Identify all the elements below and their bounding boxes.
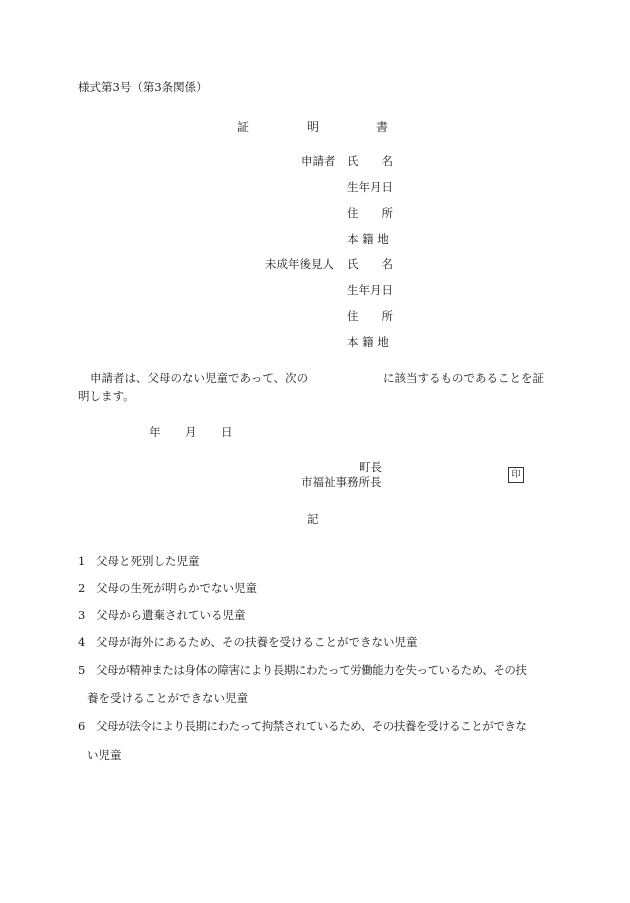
item-text: 父母と死別した児童 (96, 554, 200, 568)
item-text-continued: 養を受けることができない児童 (87, 691, 248, 705)
title-char-3: 書 (376, 120, 389, 134)
applicant-field-name: 氏 名 (347, 154, 393, 168)
guardian-field-birthdate: 生年月日 (347, 283, 393, 297)
form-label: 様式第3号（第3条関係） (78, 80, 208, 94)
body-line1-end: に該当するものであることを証 (383, 371, 544, 385)
item-text-continued: い児童 (87, 748, 122, 762)
item-number: 4 (78, 635, 86, 649)
seal-mark: 印 (508, 467, 524, 483)
item-number: 6 (78, 719, 86, 733)
title-char-1: 証 (237, 120, 250, 134)
guardian-field-address: 住 所 (347, 309, 393, 323)
body-line1-start: 申請者は、父母のない児童であって、次の (90, 371, 309, 385)
title-char-2: 明 (307, 120, 320, 134)
item-number: 3 (78, 608, 86, 622)
ki-heading: 記 (307, 512, 319, 526)
item-number: 2 (78, 581, 86, 595)
item-text: 父母が海外にあるため、その扶養を受けることができない児童 (96, 635, 418, 649)
item-number: 1 (78, 554, 86, 568)
applicant-label: 申請者 (301, 154, 336, 168)
applicant-field-address: 住 所 (347, 206, 393, 220)
item-text: 父母が精神または身体の障害により長期にわたって労働能力を失っているため、その扶 (96, 663, 527, 677)
item-text: 父母から遺棄されている児童 (96, 608, 246, 622)
date-year: 年 (149, 425, 161, 439)
guardian-field-name: 氏 名 (347, 257, 393, 271)
signer-welfare-office: 市福祉事務所長 (301, 475, 382, 489)
body-line2: 明します。 (78, 389, 135, 403)
signer-mayor: 町長 (359, 460, 382, 474)
item-text: 父母の生死が明らかでない児童 (96, 581, 257, 595)
date-day: 日 (221, 425, 233, 439)
guardian-label: 未成年後見人 (265, 257, 334, 271)
item-text: 父母が法令により長期にわたって拘禁されているため、その扶養を受けることができな (96, 719, 527, 733)
guardian-field-domicile: 本 籍 地 (347, 335, 389, 349)
item-number: 5 (78, 663, 86, 677)
date-month: 月 (185, 425, 197, 439)
applicant-field-birthdate: 生年月日 (347, 180, 393, 194)
applicant-field-domicile: 本 籍 地 (347, 232, 389, 246)
